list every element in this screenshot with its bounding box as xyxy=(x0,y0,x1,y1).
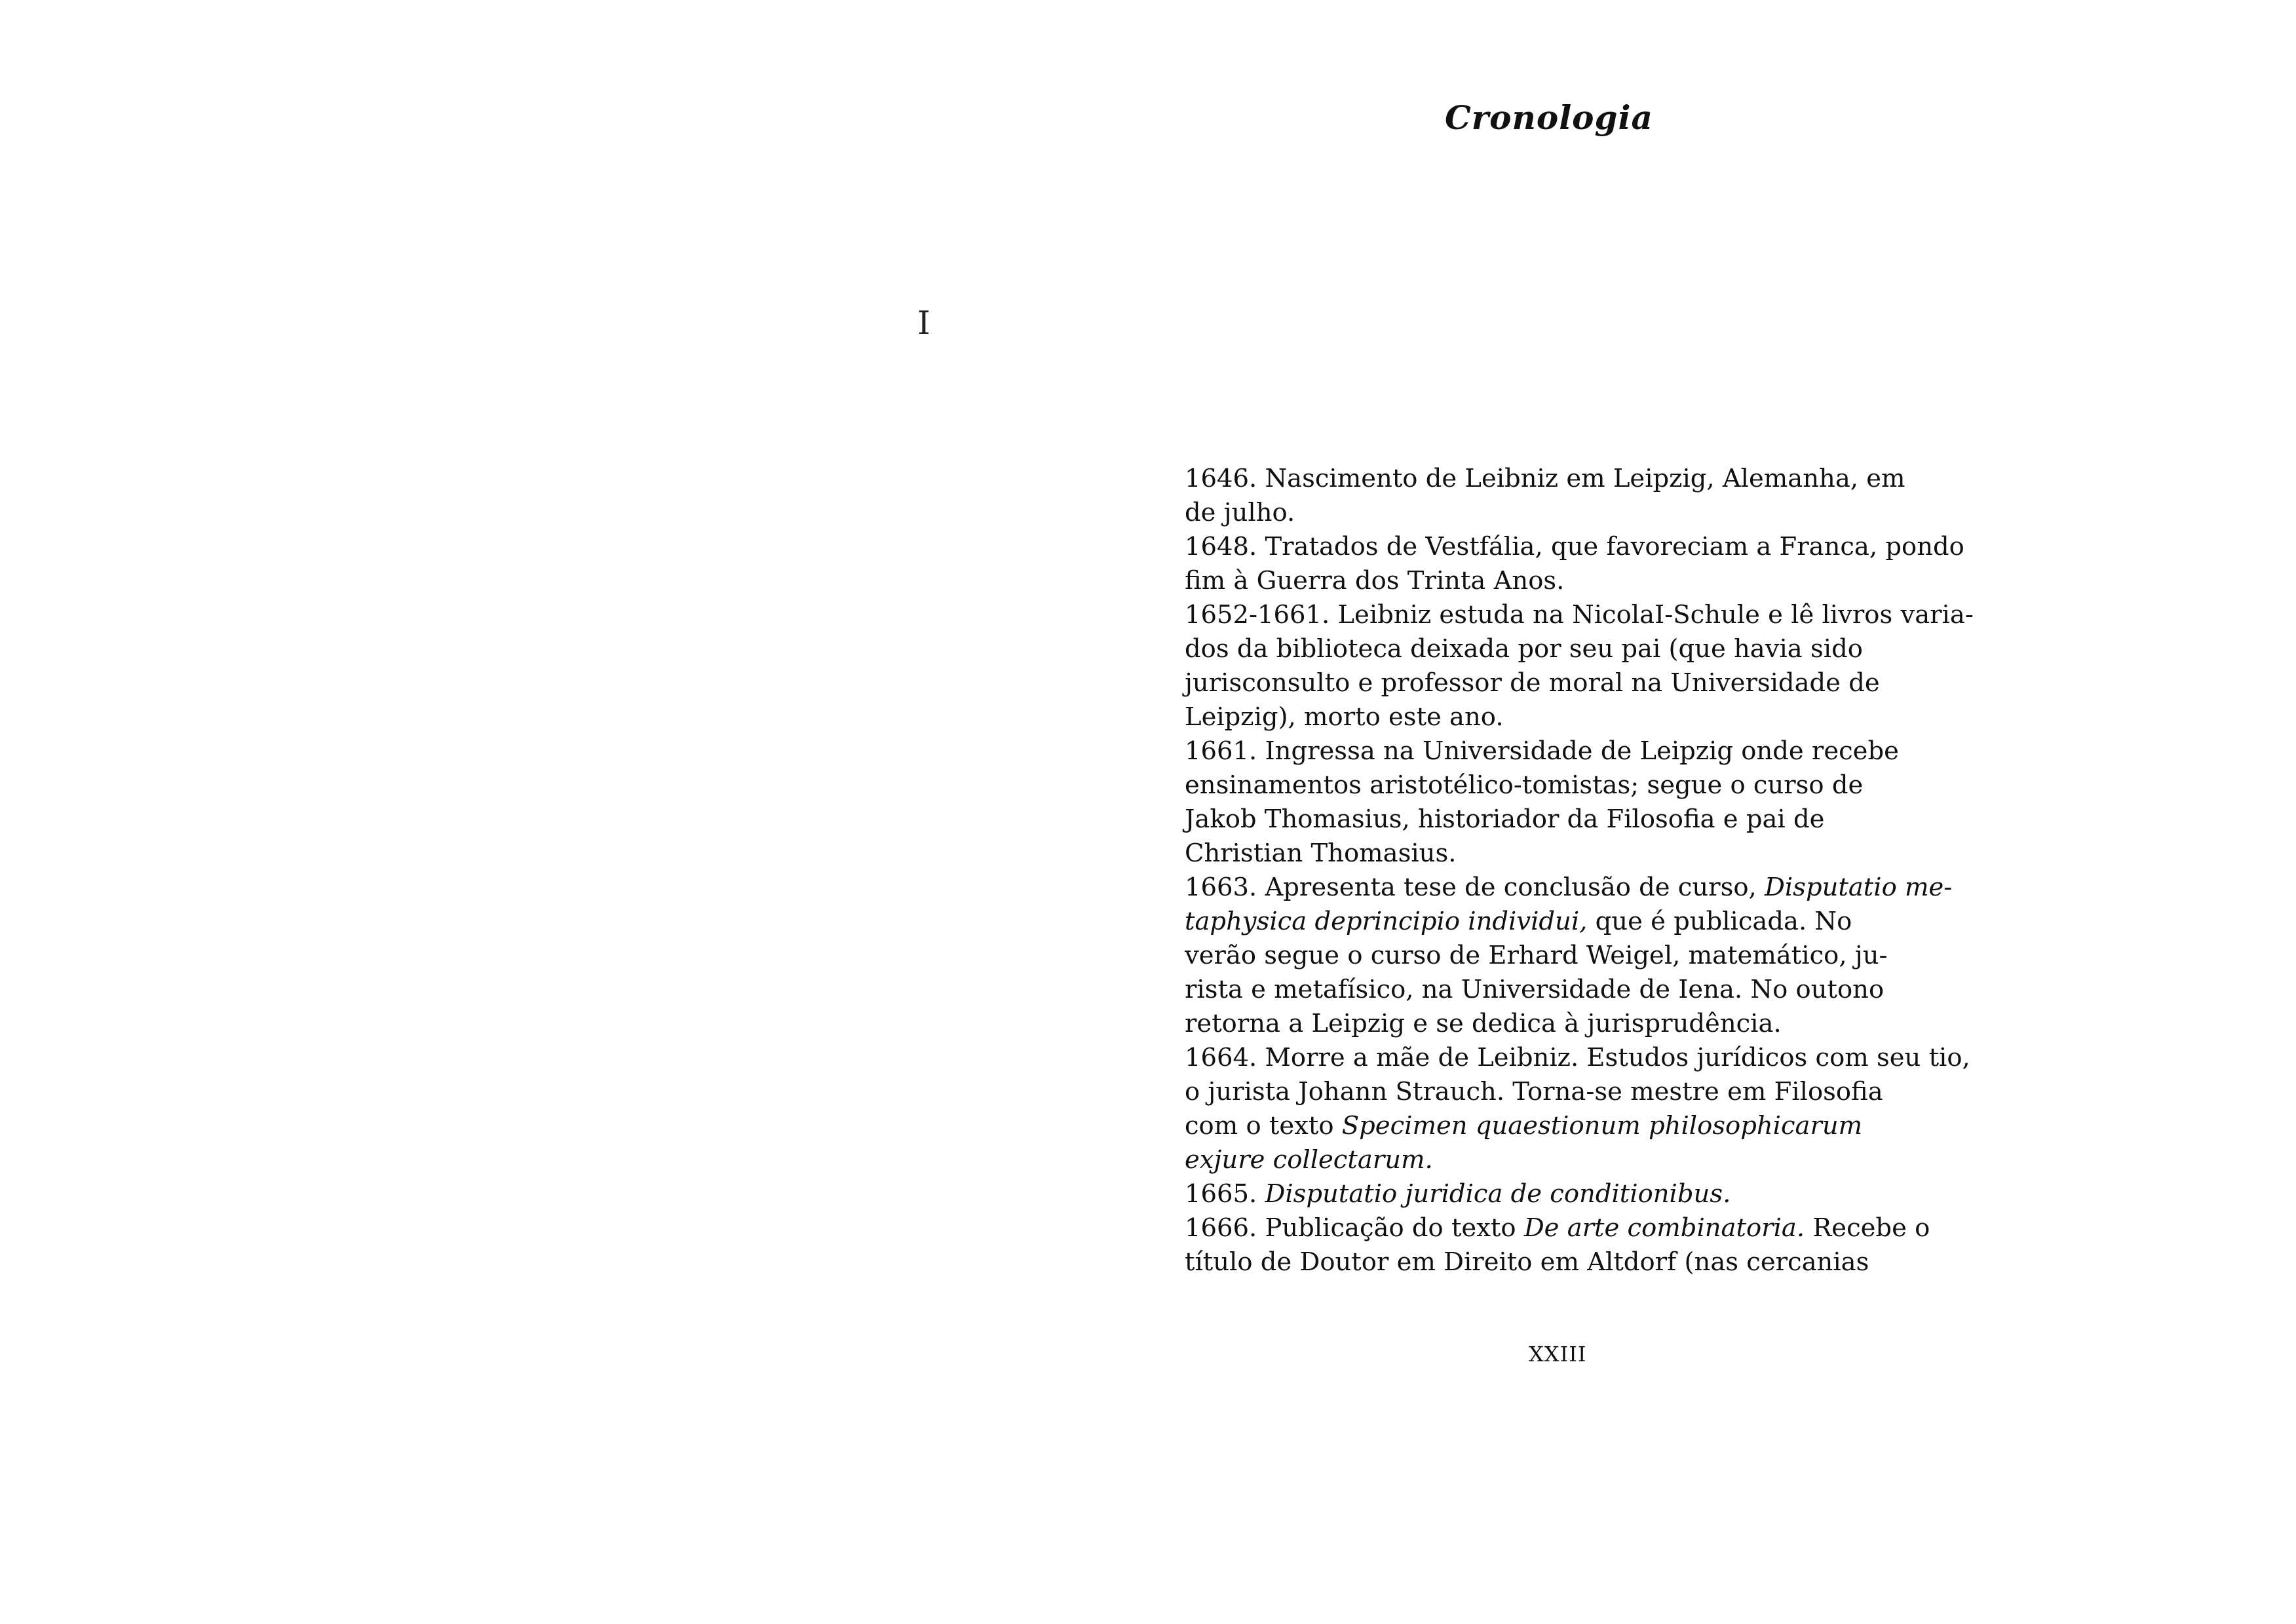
entry-year: 1665. xyxy=(1185,1179,1257,1209)
entry-year: 1652-1661. xyxy=(1185,600,1330,630)
entry-line: de julho. xyxy=(1185,498,1295,527)
entry-italic-title: exjure collectarum. xyxy=(1185,1145,1433,1175)
entry-line: o jurista Johann Strauch. Torna-se mestre em Filosofia xyxy=(1185,1077,1883,1106)
entry-line xyxy=(1185,598,1974,632)
entry-line xyxy=(1185,530,1964,564)
entry-line xyxy=(1185,1177,1932,1211)
chronology-entry-1661 xyxy=(1185,734,1932,871)
entry-line: dos da biblioteca deixada por seu pai (que havia sido xyxy=(1185,634,1863,664)
entry-line xyxy=(1185,871,1953,905)
entry-line xyxy=(1185,1041,1970,1075)
entry-line xyxy=(1185,462,1932,496)
entry-italic-title: Disputatio juridica de conditionibus. xyxy=(1265,1179,1731,1209)
chronology-entry-1666 xyxy=(1185,1211,1932,1279)
chronology-list xyxy=(1185,462,1974,1279)
entry-year: 1648. xyxy=(1185,532,1257,561)
entry-line xyxy=(1185,1143,1932,1177)
entry-text: Apresenta tese de conclusão de curso, xyxy=(1265,873,1765,902)
entry-text: com o texto xyxy=(1185,1111,1342,1141)
chronology-entry-1664 xyxy=(1185,1041,1970,1177)
entry-line: verão segue o curso de Erhard Weigel, matemático, ju- xyxy=(1185,941,1888,970)
entry-text: Publicação do texto xyxy=(1265,1213,1524,1243)
entry-line xyxy=(1185,1109,1932,1143)
entry-line: Jakob Thomasius, historiador da Filosofia e pai de xyxy=(1185,804,1825,834)
entry-italic-title: taphysica deprincipio individui, xyxy=(1185,907,1588,936)
entry-text: Morre a mãe de Leibniz. Estudos jurídicos com seu tio, xyxy=(1265,1043,1970,1072)
chronology-entry-1648 xyxy=(1185,530,1964,598)
entry-italic-title: Specimen quaestionum philosophicarum xyxy=(1341,1111,1863,1141)
entry-text: que é publicada. No xyxy=(1587,907,1852,936)
entry-text: Recebe o xyxy=(1805,1213,1930,1243)
page-title: Cronologia xyxy=(1445,98,1653,137)
entry-line: Christian Thomasius. xyxy=(1185,839,1457,868)
text-cursor-icon: I xyxy=(917,304,930,342)
entry-line xyxy=(1185,1211,1932,1245)
entry-line: fim à Guerra dos Trinta Anos. xyxy=(1185,566,1565,595)
entry-line xyxy=(1185,734,1932,768)
chronology-entry-1663 xyxy=(1185,871,1953,1041)
entry-line: rista e metafísico, na Universidade de Iena. No outono xyxy=(1185,975,1885,1004)
page-number: XXIII xyxy=(1529,1342,1587,1367)
entry-year: 1663. xyxy=(1185,873,1257,902)
entry-line: retorna a Leipzig e se dedica à jurisprudência. xyxy=(1185,1009,1782,1038)
chronology-entry-1646 xyxy=(1185,462,1932,530)
entry-line: jurisconsulto e professor de moral na Universidade de xyxy=(1185,668,1880,698)
entry-line xyxy=(1185,905,1932,939)
entry-text: Ingressa na Universidade de Leipzig onde recebe xyxy=(1265,736,1899,766)
entry-line: ensinamentos aristotélico-tomistas; segue o curso de xyxy=(1185,770,1864,800)
entry-line: Leipzig), morto este ano. xyxy=(1185,702,1504,732)
chronology-entry-1665 xyxy=(1185,1177,1932,1211)
entry-year: 1664. xyxy=(1185,1043,1257,1072)
entry-year: 1661. xyxy=(1185,736,1257,766)
entry-text: Leibniz estuda na NicolaI-Schule e lê livros varia- xyxy=(1337,600,1974,630)
entry-text: Tratados de Vestfália, que favoreciam a Franca, pondo xyxy=(1265,532,1964,561)
entry-italic-title: De arte combinatoria. xyxy=(1523,1213,1805,1243)
entry-text: Nascimento de Leibniz em Leipzig, Alemanha, em xyxy=(1265,464,1905,493)
entry-italic-title: Disputatio me- xyxy=(1765,873,1953,902)
entry-line: título de Doutor em Direito em Altdorf (nas cercanias xyxy=(1185,1247,1869,1277)
entry-year: 1666. xyxy=(1185,1213,1257,1243)
chronology-entry-1652-1661 xyxy=(1185,598,1974,734)
entry-year: 1646. xyxy=(1185,464,1257,493)
